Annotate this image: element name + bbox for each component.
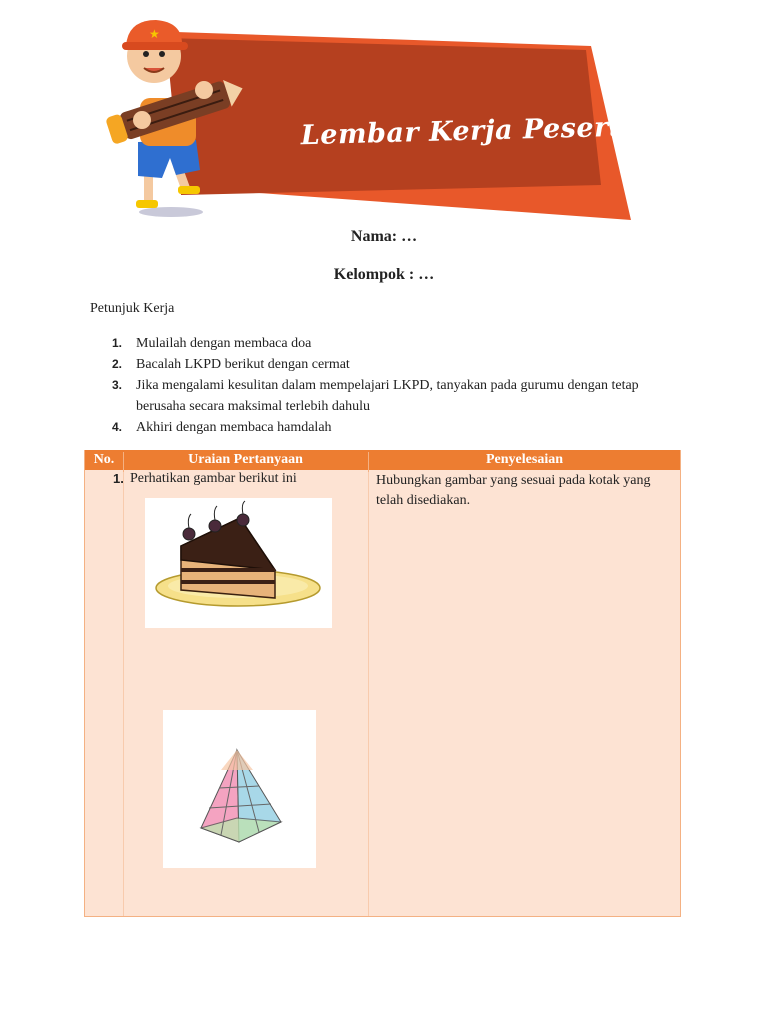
cake-slice-image <box>145 498 332 628</box>
header-divider <box>123 452 124 472</box>
worksheet-table <box>84 450 681 917</box>
header-question: Uraian Pertanyaan <box>188 452 303 467</box>
instruction-text: Akhiri dengan membaca hamdalah <box>136 420 332 435</box>
instruction-number: 1. <box>112 336 123 350</box>
student-group-label: Kelompok : … <box>333 266 435 283</box>
header-solution: Penyelesaian <box>486 452 563 467</box>
header-divider <box>368 452 369 472</box>
banner-title: Lembar Kerja Peserta Didik <box>300 108 734 152</box>
instruction-item <box>112 333 682 354</box>
column-divider <box>368 450 369 916</box>
instruction-item <box>112 417 682 438</box>
table-header <box>85 450 680 470</box>
instruction-item <box>112 375 682 417</box>
instructions-title: Petunjuk Kerja <box>90 301 175 316</box>
banner <box>96 10 734 225</box>
column-divider <box>123 450 124 916</box>
instruction-number: 2. <box>112 357 123 371</box>
instruction-text: Mulailah dengan membaca doa <box>136 336 312 351</box>
instruction-number: 3. <box>112 378 123 392</box>
instruction-number: 4. <box>112 420 123 434</box>
header-number: No. <box>93 452 115 467</box>
instructions-list <box>112 333 682 438</box>
instruction-text: Bacalah LKPD berikut dengan cermat <box>136 357 350 372</box>
solution-text: Hubungkan gambar yang sesuai pada kotak yang telah disediakan. <box>376 473 651 508</box>
student-name-label: Nama: … <box>350 228 418 245</box>
question-text: Perhatikan gambar berikut ini <box>130 471 297 486</box>
instruction-text: Jika mengalami kesulitan dalam mempelajari LKPD, tanyakan pada gurumu dengan tetap berusaha secara maksimal terlebih dahulu <box>136 378 639 414</box>
row-number: 1. <box>113 471 124 486</box>
svg-text:★: ★ <box>149 27 160 41</box>
pyramid-cube-image <box>163 710 316 868</box>
instruction-item <box>112 354 682 375</box>
